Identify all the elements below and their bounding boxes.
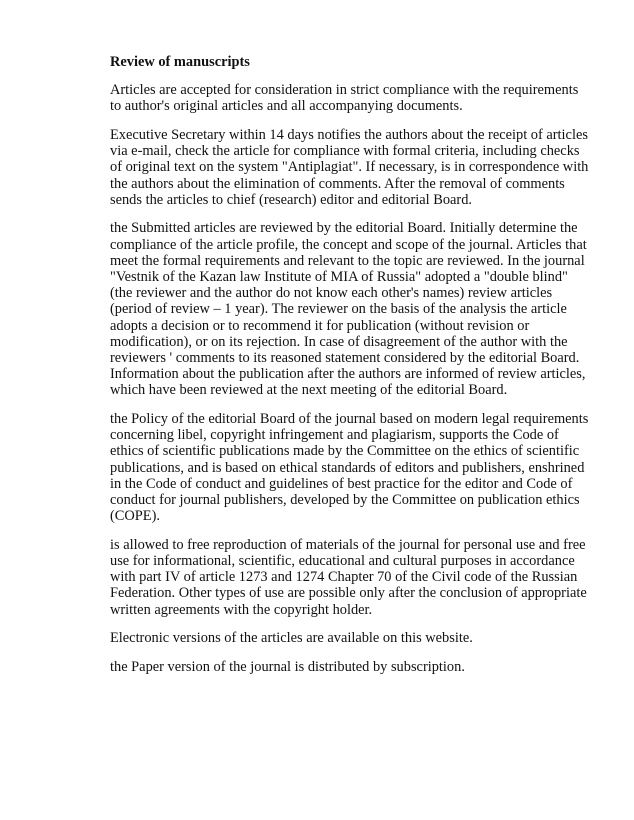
paragraph-reproduction-rights: is allowed to free reproduction of materials of the journal for personal use and free use for informational, scientific, educational and cultural purposes in accordance with part IV of article 1273 and 1274 Chapter 70 of the Civil code of the Russian Federation. Other types of use are possible only after the conclusion of appropriate written agreements with the copyright holder. — [110, 536, 587, 618]
paragraph-editorial-policy: the Policy of the editorial Board of the journal based on modern legal requirements concerning libel, copyright infringement and plagiarism, supports the Code of ethics of scientific publications made by the Committee on the ethics of scientific publications, and is based on ethical standards of editors and publishers, enshrined in the Code of conduct and guidelines of best practice for the editor and Code of conduct for journal publishers, developed by the Committee on publication ethics (COPE). — [110, 411, 589, 525]
paragraph-electronic-versions: Electronic versions of the articles are available on this website. — [110, 630, 473, 647]
paragraph-review-process: the Submitted articles are reviewed by the editorial Board. Initially determine the compliance of the article profile, the concept and scope of the journal. Articles that meet the formal requirements and relevant to the topic are reviewed. In the journal "Vestnik of the Kazan law Institute of MIA of Russia" adopted a "double blind" (the reviewer and the author do not know each other's names) review articles (period of review – 1 year). The reviewer on the basis of the analysis the article adopts a decision or to recommend it for publication (without revision or modification), or on its rejection. In case of disagreement of the author with the reviewers ' comments to its reasoned statement considered by the editorial Board. Information about the publication after the authors are informed of review articles, which have been reviewed at the next meeting of the editorial Board. — [110, 220, 587, 399]
document-page — [110, 54, 590, 687]
paragraph-submission-requirements: Articles are accepted for consideration in strict compliance with the requirements to author's original articles and all accompanying documents. — [110, 82, 579, 115]
paragraph-executive-secretary: Executive Secretary within 14 days notifies the authors about the receipt of articles via e-mail, check the article for compliance with formal criteria, including checks of original text on the system "Antiplagiat". If necessary, is in correspondence with the authors about the elimination of comments. After the removal of comments sends the articles to chief (research) editor and editorial Board. — [110, 127, 589, 208]
section-title: Review of manuscripts — [110, 54, 250, 70]
paragraph-paper-version: the Paper version of the journal is distributed by subscription. — [110, 658, 465, 675]
